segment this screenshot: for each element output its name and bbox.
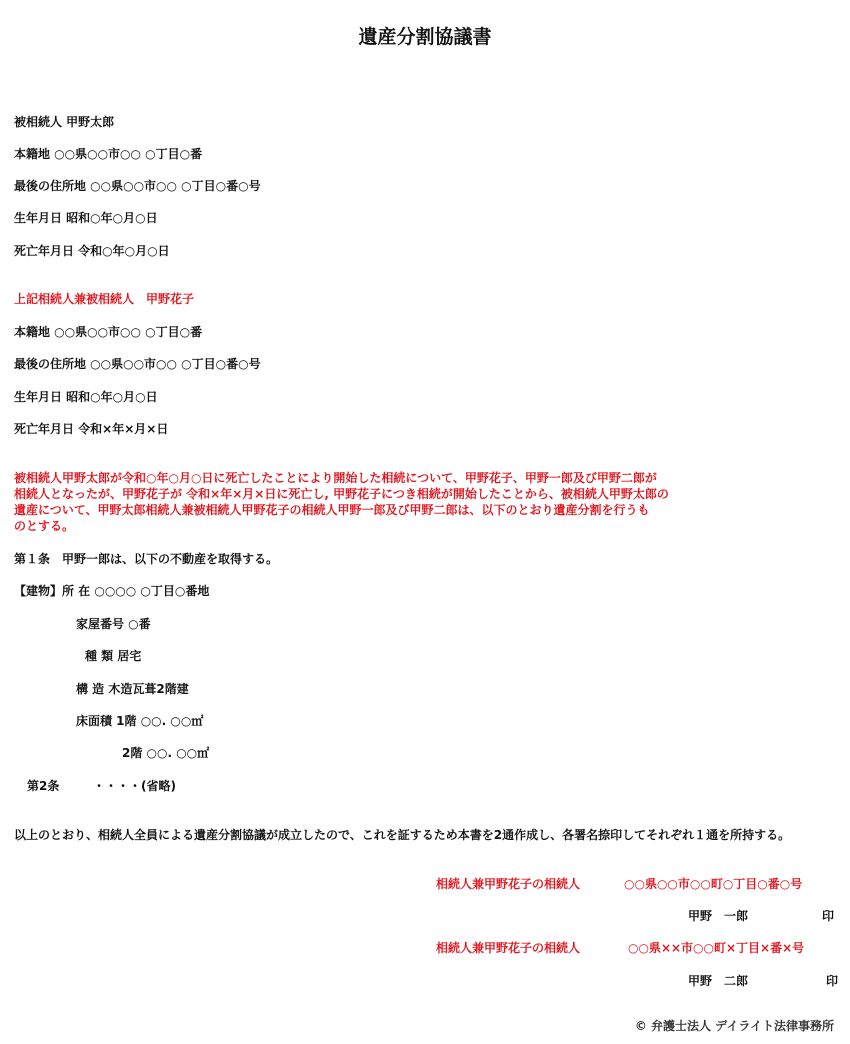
- intro-line: 相続人となったが、甲野花子が 令和×年×月×日に死亡し, 甲野花子につき相続が開始したことから、被相続人甲野太郎の: [14, 487, 669, 501]
- heir-decedent-last-address: 最後の住所地 ○○県○○市○○ ○丁目○番○号: [14, 357, 261, 371]
- signature-name: 甲野 二郎: [688, 974, 749, 988]
- building-structure: 構 造 木造瓦葺2階建: [76, 682, 189, 696]
- copyright-notice: © 弁護士法人 デイライト法律事務所: [634, 1019, 834, 1033]
- intro-line: 遺産について、甲野太郎相続人兼被相続人甲野花子の相続人甲野一郎及び甲野二郎は、以下のとおり遺産分割を行うも: [14, 503, 650, 517]
- signature-role: 相続人兼甲野花子の相続人: [436, 877, 581, 891]
- signature-address: ○○県○○市○○町○丁目○番○号: [624, 877, 803, 891]
- heir-decedent-death: 死亡年月日 令和×年×月×日: [14, 422, 169, 436]
- intro-line: 被相続人甲野太郎が令和○年○月○日に死亡したことにより開始した相続について、甲野花子、甲野一郎及び甲野二郎が: [14, 471, 657, 485]
- intro-line: のとする。: [14, 519, 75, 533]
- signature-role: 相続人兼甲野花子の相続人: [436, 941, 581, 955]
- decedent-last-address: 最後の住所地 ○○県○○市○○ ○丁目○番○号: [14, 179, 261, 193]
- decedent-birth: 生年月日 昭和○年○月○日: [14, 211, 158, 225]
- signature-address: ○○県××市○○町×丁目×番×号: [628, 941, 805, 955]
- heir-decedent-birth: 生年月日 昭和○年○月○日: [14, 390, 158, 404]
- heir-decedent-honseki: 本籍地 ○○県○○市○○ ○丁目○番: [14, 325, 203, 339]
- intro-paragraph: [14, 470, 719, 534]
- article1-heading: 第１条 甲野一郎は、以下の不動産を取得する。: [14, 552, 279, 566]
- article2-label: 第2条: [27, 779, 60, 793]
- building-kind: 種 類 居宅: [85, 649, 142, 663]
- decedent-honseki: 本籍地 ○○県○○市○○ ○丁目○番: [14, 147, 203, 161]
- document-title: 遺産分割協議書: [358, 26, 492, 48]
- signature-name: 甲野 一郎: [688, 909, 749, 923]
- decedent-death: 死亡年月日 令和○年○月○日: [14, 244, 170, 258]
- seal-mark: 印: [826, 974, 839, 988]
- decedent-heading: 被相続人 甲野太郎: [14, 115, 115, 129]
- floor-area-2: 2階 ○○. ○○㎡: [122, 746, 210, 760]
- article2-content: ・・・・(省略): [93, 779, 176, 793]
- building-location: 【建物】所 在 ○○○○ ○丁目○番地: [14, 584, 210, 598]
- house-number: 家屋番号 ○番: [76, 617, 151, 631]
- heir-decedent-heading: 上記相続人兼被相続人 甲野花子: [14, 292, 195, 306]
- floor-area-1: 床面積 1階 ○○. ○○㎡: [76, 714, 204, 728]
- closing-statement: 以上のとおり、相続人全員による遺産分割協議が成立したので、これを証するため本書を2通作成し、各署名捺印してそれぞれ１通を所持する。: [14, 828, 791, 842]
- seal-mark: 印: [822, 909, 835, 923]
